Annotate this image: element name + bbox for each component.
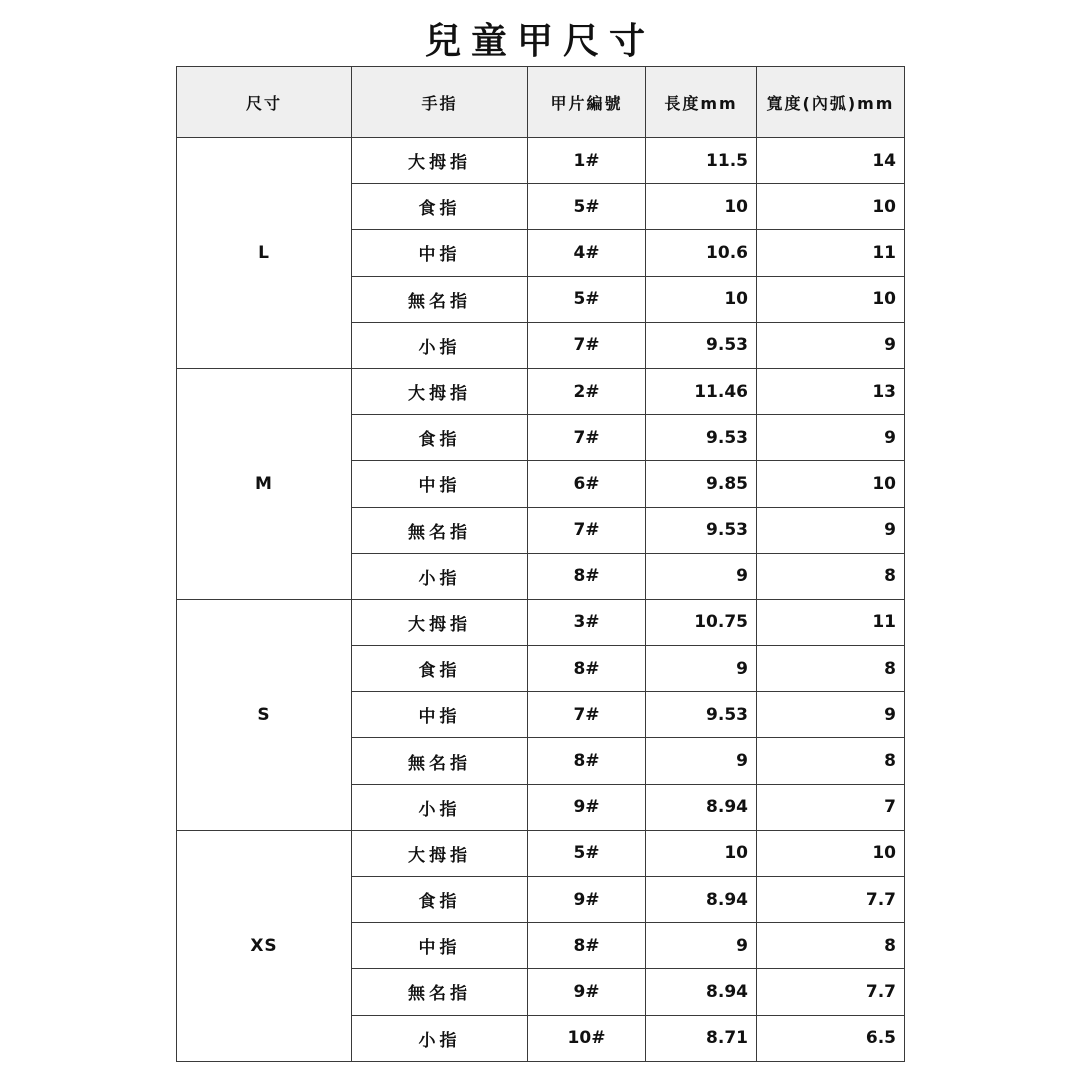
finger-cell: 食指: [352, 646, 528, 692]
length-cell: 9: [646, 553, 757, 599]
tip-number-cell: 9#: [528, 877, 646, 923]
header-size: 尺寸: [177, 67, 352, 138]
length-cell: 9.53: [646, 507, 757, 553]
tip-number-cell: 8#: [528, 553, 646, 599]
nail-size-table: [176, 66, 905, 1062]
width-cell: 9: [757, 322, 905, 368]
length-cell: 10.6: [646, 230, 757, 276]
length-cell: 9.85: [646, 461, 757, 507]
tip-number-cell: 3#: [528, 599, 646, 645]
tip-number-cell: 8#: [528, 923, 646, 969]
length-cell: 8.71: [646, 1015, 757, 1061]
width-cell: 10: [757, 461, 905, 507]
width-cell: 9: [757, 415, 905, 461]
table-row: [177, 138, 905, 184]
finger-cell: 中指: [352, 692, 528, 738]
table-row: [177, 599, 905, 645]
width-cell: 7: [757, 784, 905, 830]
width-cell: 8: [757, 923, 905, 969]
tip-number-cell: 10#: [528, 1015, 646, 1061]
length-cell: 9: [646, 738, 757, 784]
size-cell: L: [177, 138, 352, 369]
width-cell: 11: [757, 230, 905, 276]
tip-number-cell: 7#: [528, 507, 646, 553]
finger-cell: 小指: [352, 784, 528, 830]
finger-cell: 食指: [352, 877, 528, 923]
width-cell: 8: [757, 738, 905, 784]
width-cell: 6.5: [757, 1015, 905, 1061]
header-tip-number: 甲片編號: [528, 67, 646, 138]
length-cell: 8.94: [646, 784, 757, 830]
tip-number-cell: 7#: [528, 322, 646, 368]
finger-cell: 小指: [352, 553, 528, 599]
size-cell: XS: [177, 830, 352, 1061]
header-width: 寬度(內弧)mm: [757, 67, 905, 138]
length-cell: 8.94: [646, 969, 757, 1015]
finger-cell: 中指: [352, 923, 528, 969]
tip-number-cell: 6#: [528, 461, 646, 507]
finger-cell: 大拇指: [352, 830, 528, 876]
width-cell: 9: [757, 692, 905, 738]
tip-number-cell: 1#: [528, 138, 646, 184]
tip-number-cell: 7#: [528, 692, 646, 738]
width-cell: 7.7: [757, 969, 905, 1015]
tip-number-cell: 5#: [528, 276, 646, 322]
tip-number-cell: 7#: [528, 415, 646, 461]
tip-number-cell: 8#: [528, 738, 646, 784]
length-cell: 9.53: [646, 692, 757, 738]
length-cell: 10: [646, 830, 757, 876]
tip-number-cell: 5#: [528, 830, 646, 876]
finger-cell: 食指: [352, 415, 528, 461]
length-cell: 8.94: [646, 877, 757, 923]
header-length: 長度mm: [646, 67, 757, 138]
length-cell: 10: [646, 276, 757, 322]
tip-number-cell: 9#: [528, 784, 646, 830]
finger-cell: 無名指: [352, 276, 528, 322]
length-cell: 10: [646, 184, 757, 230]
width-cell: 10: [757, 830, 905, 876]
finger-cell: 小指: [352, 1015, 528, 1061]
length-cell: 11.46: [646, 368, 757, 414]
finger-cell: 小指: [352, 322, 528, 368]
width-cell: 11: [757, 599, 905, 645]
tip-number-cell: 5#: [528, 184, 646, 230]
page-title: 兒童甲尺寸: [424, 21, 655, 62]
length-cell: 9: [646, 646, 757, 692]
table-header-row: [177, 67, 905, 138]
finger-cell: 大拇指: [352, 368, 528, 414]
length-cell: 9: [646, 923, 757, 969]
table-row: [177, 368, 905, 414]
header-finger: 手指: [352, 67, 528, 138]
table-row: [177, 830, 905, 876]
finger-cell: 無名指: [352, 738, 528, 784]
tip-number-cell: 4#: [528, 230, 646, 276]
tip-number-cell: 9#: [528, 969, 646, 1015]
finger-cell: 大拇指: [352, 599, 528, 645]
size-cell: S: [177, 599, 352, 830]
finger-cell: 無名指: [352, 507, 528, 553]
width-cell: 10: [757, 184, 905, 230]
width-cell: 13: [757, 368, 905, 414]
length-cell: 11.5: [646, 138, 757, 184]
size-cell: M: [177, 368, 352, 599]
tip-number-cell: 8#: [528, 646, 646, 692]
finger-cell: 中指: [352, 461, 528, 507]
length-cell: 10.75: [646, 599, 757, 645]
table-body: [177, 138, 905, 1062]
finger-cell: 大拇指: [352, 138, 528, 184]
finger-cell: 食指: [352, 184, 528, 230]
finger-cell: 無名指: [352, 969, 528, 1015]
finger-cell: 中指: [352, 230, 528, 276]
length-cell: 9.53: [646, 322, 757, 368]
width-cell: 8: [757, 646, 905, 692]
width-cell: 7.7: [757, 877, 905, 923]
width-cell: 14: [757, 138, 905, 184]
tip-number-cell: 2#: [528, 368, 646, 414]
length-cell: 9.53: [646, 415, 757, 461]
width-cell: 10: [757, 276, 905, 322]
width-cell: 9: [757, 507, 905, 553]
width-cell: 8: [757, 553, 905, 599]
